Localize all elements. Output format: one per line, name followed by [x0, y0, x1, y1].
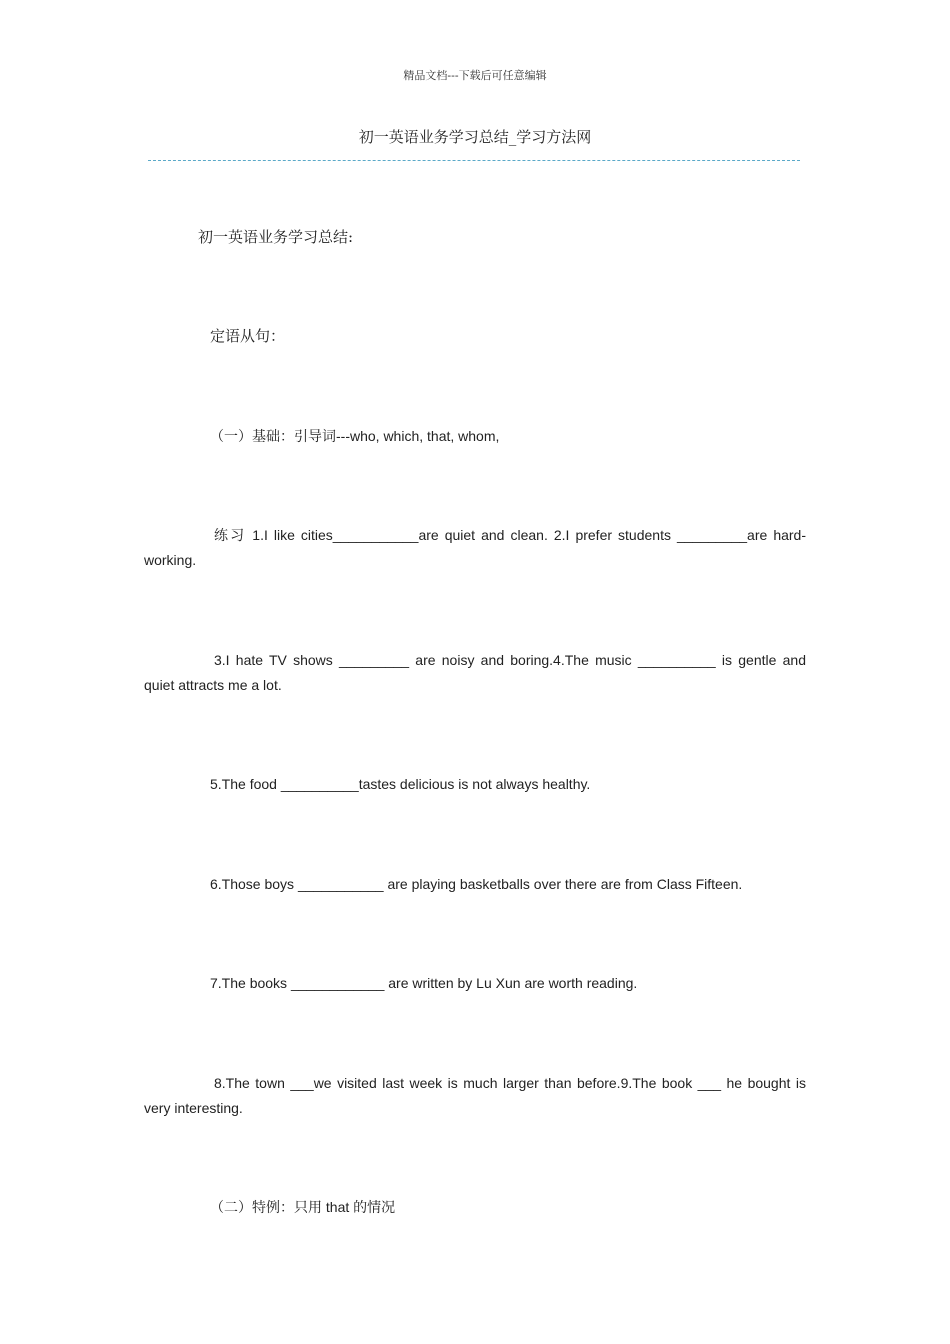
section-attributive-clause: 定语从句：	[210, 327, 286, 345]
exercise-6: 6.Those boys ___________ are playing basketballs over there are from Class Fifteen.	[210, 876, 743, 892]
header-note: 精品文档---下载后可任意编辑	[403, 69, 547, 82]
intro-heading: 初一英语业务学习总结:	[198, 228, 354, 246]
exercise-5: 5.The food __________tastes delicious is not always healthy.	[210, 776, 591, 792]
title-separator	[148, 160, 800, 161]
section-special-cases: （二）特例：只用 that 的情况	[210, 1199, 396, 1215]
exercise-3-4: 3.I hate TV shows _________ are noisy and boring.4.The music __________ is gentle and quiet attracts me a lot.	[144, 652, 806, 693]
document-title: 初一英语业务学习总结_学习方法网	[358, 128, 592, 146]
exercise-1-2: 练习 1.I like cities___________are quiet and clean. 2.I prefer students _________are hard- working.	[144, 527, 806, 568]
exercise-7: 7.The books ____________ are written by Lu Xun are worth reading.	[210, 975, 638, 991]
section-basics: （一）基础：引导词---who, which, that, whom,	[210, 428, 500, 444]
exercise-8-9: 8.The town ___we visited last week is much larger than before.9.The book ___ he bought is very interesting.	[144, 1075, 806, 1116]
